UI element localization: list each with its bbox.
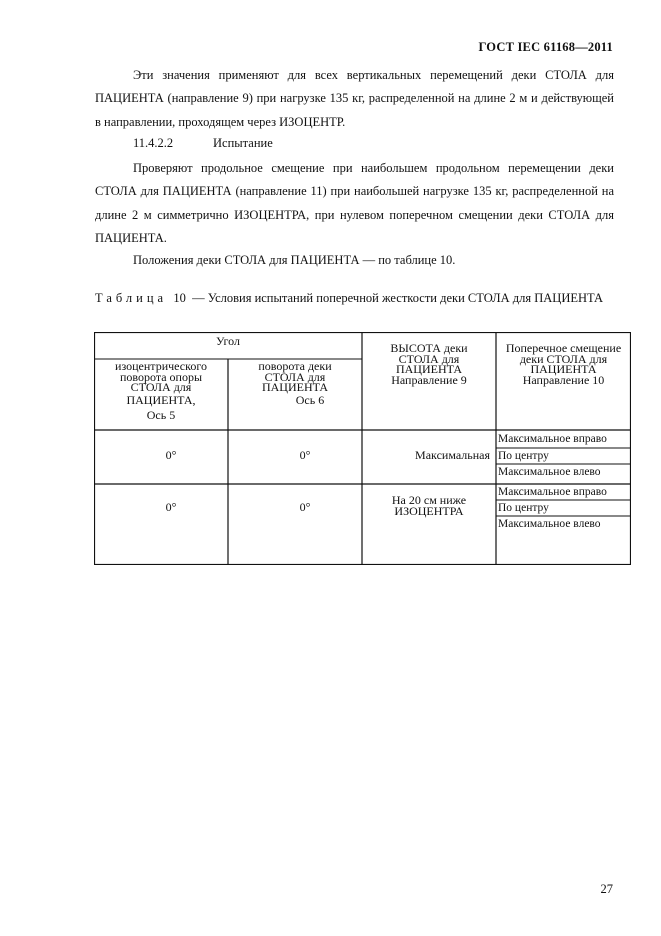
row1-axis6: 0° <box>299 448 311 462</box>
section-number: 11.4.2.2 <box>133 136 174 150</box>
header-axis6-line: Ось 6 <box>295 392 325 407</box>
header-axis5-line: СТОЛА для <box>130 380 192 394</box>
table-caption <box>95 287 614 310</box>
header-axis5-line: изоцентрического <box>115 359 207 373</box>
paragraph-1: Эти значения применяют для всех вертикальных перемещений деки СТОЛА для ПАЦИЕНТА (направление 9) при нагрузке 135 кг, распределенной на длине 2 м и действующей в направлении, проходящем через ИЗОЦЕНТР. <box>95 68 614 129</box>
header-shift-line: деки СТОЛА для <box>519 351 608 366</box>
section-title: Испытание <box>213 136 273 150</box>
row1-shift-left: Максимальное влево <box>498 466 601 478</box>
caption-label: Таблица <box>95 291 168 305</box>
header-axis6-line: ПАЦИЕНТА <box>261 380 329 394</box>
row1-shift-right: Максимальное вправо <box>498 433 607 445</box>
row2-height-line: ИЗОЦЕНТРА <box>394 503 464 518</box>
header-shift-line: Поперечное смещение <box>505 341 622 355</box>
row2-height-line: На 20 см ниже <box>391 493 467 507</box>
header-axis6 <box>230 361 360 408</box>
row1-axis5: 0° <box>165 448 177 462</box>
row2-axis6: 0° <box>299 500 311 514</box>
header-angle: Угол <box>216 334 240 348</box>
header-height-line: Направление 9 <box>391 372 467 387</box>
header-axis5-line: поворота опоры <box>119 369 203 384</box>
header-height <box>364 343 494 385</box>
row2-shift-left: Максимальное влево <box>498 518 601 530</box>
row1-shift-center: По центру <box>498 450 549 462</box>
header-height-line: ВЫСОТА деки <box>390 341 468 355</box>
header-axis6-line: СТОЛА для <box>264 369 326 384</box>
caption-text: — Условия испытаний поперечной жесткости деки СТОЛА для ПАЦИЕНТА <box>192 291 604 305</box>
header-shift <box>496 343 631 385</box>
row2-height <box>364 495 494 516</box>
header-axis5-line: Ось 5 <box>146 407 176 422</box>
header-shift-line: ПАЦИЕНТА <box>530 362 597 376</box>
document-header: ГОСТ IEC 61168—2011 <box>478 40 613 54</box>
conditions-table <box>94 332 631 565</box>
paragraph-2: Проверяют продольное смещение при наибольшем продольном перемещении деки СТОЛА для ПАЦИЕНТА (направление 11) при наибольшей нагрузке 135 кг, распределенной на длине 2 м симметрично ИЗОЦЕНТРА, при нулевом поперечном смещении деки СТОЛА для ПАЦИЕНТА. <box>95 161 614 245</box>
page-number: 27 <box>600 882 613 896</box>
row2-shift-center: По центру <box>498 502 549 514</box>
header-axis6-line: поворота деки <box>258 359 332 373</box>
header-axis5-line: ПАЦИЕНТА, <box>126 392 196 407</box>
caption-number: 10 <box>173 291 186 305</box>
paragraph-3: Положения деки СТОЛА для ПАЦИЕНТА — по таблице 10. <box>133 253 456 267</box>
header-shift-line: Направление 10 <box>522 372 605 387</box>
header-axis5 <box>96 361 226 423</box>
row2-axis5: 0° <box>165 500 177 514</box>
header-height-line: ПАЦИЕНТА <box>395 362 463 376</box>
row2-shift-right: Максимальное вправо <box>498 486 607 498</box>
row1-height: Максимальная <box>415 448 490 462</box>
header-height-line: СТОЛА для <box>398 351 460 366</box>
